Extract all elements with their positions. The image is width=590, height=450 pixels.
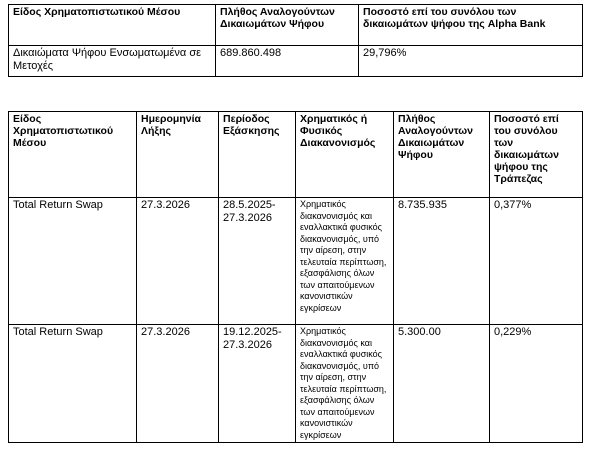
header-percentage-bank: Ποσοστό επί του συνόλου των δικαιωμάτων ψήφου της Τράπεζας — [490, 112, 583, 198]
financial-instruments-table — [8, 111, 583, 443]
table-row — [9, 198, 583, 325]
cell-voting-rights-count: 689.860.498 — [216, 46, 359, 77]
header-instrument-type: Είδος Χρηματοπιστωτικού Μέσου — [9, 5, 216, 46]
cell-instrument-type: Δικαιώματα Ψήφου Ενσωματωμένα σε Μετοχές — [9, 46, 216, 77]
cell-expiry-date: 27.3.2026 — [137, 325, 219, 443]
cell-exercise-period: 19.12.2025-27.3.2026 — [219, 325, 296, 443]
header-exercise-period: Περίοδος Εξάσκησης — [219, 112, 296, 198]
header-percentage-alpha-bank: Ποσοστό επί του συνόλου των δικαιωμάτων ψήφου της Alpha Bank — [359, 5, 583, 46]
cell-voting-rights-count: 5.300.00 — [394, 325, 490, 443]
header-settlement-type: Χρηματικός ή Φυσικός Διακανονισμός — [296, 112, 394, 198]
cell-settlement-type: Χρηματικός διακανονισμός και εναλλακτικά φυσικός διακανονισμός, υπό την αίρεση, στην τελευταία περίπτωση, εξασφάλισης όλων των απαιτούμενων κανονιστικών εγκρίσεων — [296, 325, 394, 443]
cell-percentage: 0,229% — [490, 325, 583, 443]
table-header-row — [9, 5, 583, 46]
header-voting-rights-count: Πλήθος Αναλογούντων Δικαιωμάτων Ψήφου — [394, 112, 490, 198]
cell-instrument-type: Total Return Swap — [9, 325, 137, 443]
header-expiry-date: Ημερομηνία Λήξης — [137, 112, 219, 198]
cell-exercise-period: 28.5.2025-27.3.2026 — [219, 198, 296, 325]
header-voting-rights-count: Πλήθος Αναλογούντων Δικαιωμάτων Ψήφου — [216, 5, 359, 46]
cell-percentage: 0,377% — [490, 198, 583, 325]
header-instrument-type: Είδος Χρηματοπιστωτικού Μέσου — [9, 112, 137, 198]
table-row — [9, 46, 583, 77]
cell-settlement-type: Χρηματικός διακανονισμός και εναλλακτικά φυσικός διακανονισμός, υπό την αίρεση, στην τελευταία περίπτωση, εξασφάλισης όλων των απαιτούμενων κανονιστικών εγκρίσεων — [296, 198, 394, 325]
table-header-row — [9, 112, 583, 198]
cell-percentage: 29,796% — [359, 46, 583, 77]
table-row — [9, 325, 583, 443]
cell-expiry-date: 27.3.2026 — [137, 198, 219, 325]
cell-instrument-type: Total Return Swap — [9, 198, 137, 325]
voting-rights-shares-table — [8, 4, 583, 77]
cell-voting-rights-count: 8.735.935 — [394, 198, 490, 325]
